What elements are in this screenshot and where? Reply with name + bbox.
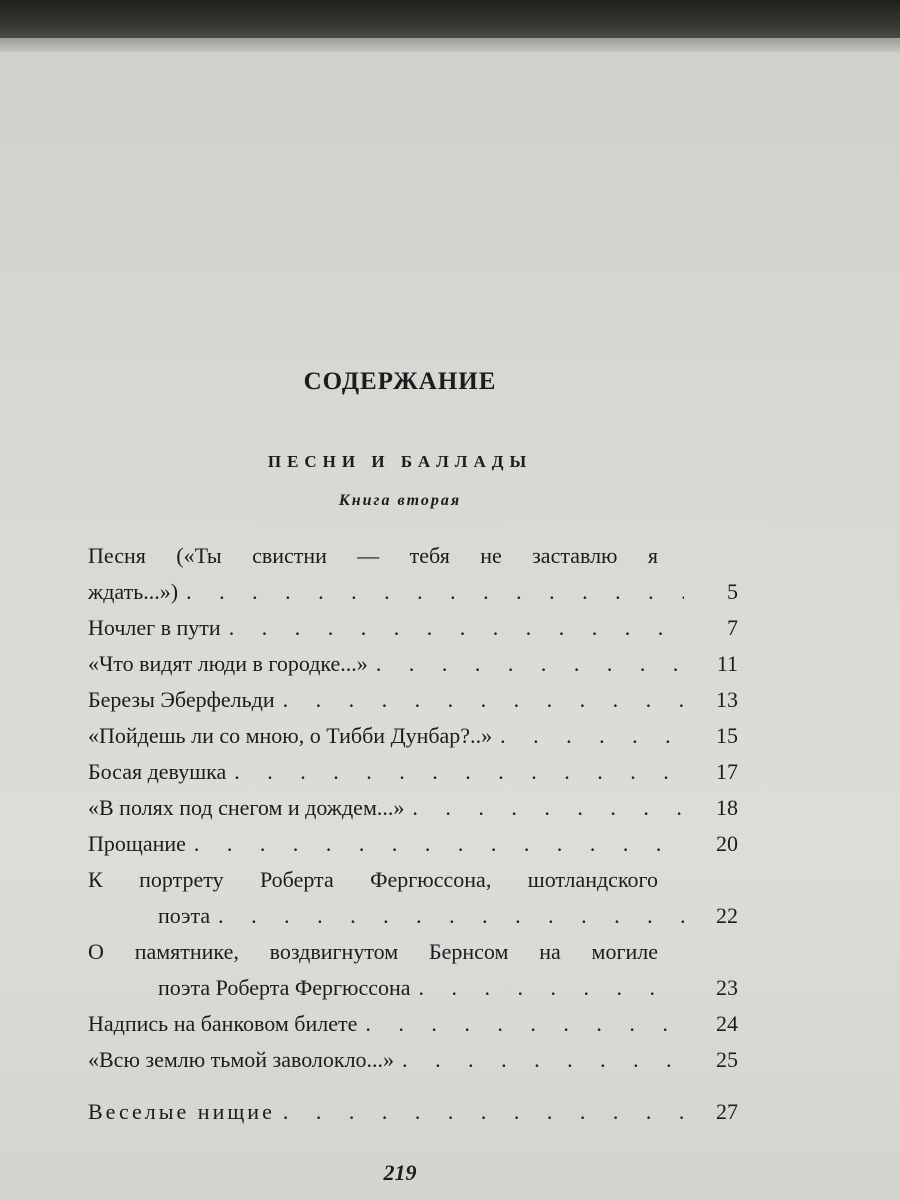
toc-entry-title: «Всю землю тьмой заволокло...»: [88, 1047, 395, 1072]
leader-dots: [186, 574, 684, 610]
toc-entry[interactable]: [88, 1094, 738, 1130]
subsection-title: Книга вторая: [338, 492, 462, 509]
toc-entry[interactable]: [88, 790, 738, 826]
toc-entry-title-line: К портрету Роберта Фергюссона, шотландского: [88, 867, 658, 892]
section-title: ПЕСНИ И БАЛЛАДЫ: [267, 452, 533, 471]
toc-entry-title: «Что видят люди в городке...»: [88, 651, 368, 676]
toc-entry-page: 18: [716, 795, 738, 820]
toc-entry-page: 5: [727, 579, 738, 604]
toc-entry-title: поэта Роберта Фергюссона: [158, 975, 411, 1000]
toc-entry[interactable]: [88, 646, 738, 682]
toc-entry-page: 22: [716, 903, 738, 928]
toc-entry-title: «В полях под снегом и дождем...»: [88, 795, 405, 820]
toc-entry-page: 20: [716, 831, 738, 856]
toc-entry-title-line: О памятнике, воздвигнутом Бернсом на могиле: [88, 939, 658, 964]
leader-dots: [402, 1042, 684, 1078]
toc-entry[interactable]: [88, 610, 738, 646]
toc-entry[interactable]: [88, 754, 738, 790]
toc-entry[interactable]: [88, 934, 738, 1006]
toc-entry-page: 15: [716, 723, 738, 748]
toc-entry[interactable]: [88, 718, 738, 754]
toc-entry-title: поэта: [158, 903, 211, 928]
toc-entry-page: 27: [716, 1099, 738, 1124]
toc-entry[interactable]: [88, 1006, 738, 1042]
leader-dots: [234, 754, 684, 790]
toc-entry-page: 13: [716, 687, 738, 712]
toc-entry-page: 24: [716, 1011, 738, 1036]
toc-entry-title: Прощание: [88, 831, 186, 856]
leader-dots: [283, 682, 684, 718]
toc-entry-page: 7: [727, 615, 738, 640]
toc-entry-page: 11: [716, 651, 738, 676]
leader-dots: [194, 826, 684, 862]
toc-entry-title: Веселые нищие: [88, 1099, 275, 1124]
leader-dots: [283, 1094, 684, 1130]
section-gap: [88, 1078, 738, 1094]
table-of-contents: [88, 538, 738, 1130]
toc-entry[interactable]: [88, 682, 738, 718]
page-edge: [0, 38, 900, 52]
leader-dots: [419, 970, 684, 1006]
toc-entry[interactable]: [88, 538, 738, 610]
leader-dots: [376, 646, 684, 682]
leader-dots: [412, 790, 684, 826]
toc-entry-title: Босая девушка: [88, 759, 227, 784]
toc-entry-title: Надпись на банковом билете: [88, 1011, 358, 1036]
toc-entry[interactable]: [88, 1042, 738, 1078]
toc-entry-page: 25: [716, 1047, 738, 1072]
leader-dots: [218, 898, 684, 934]
toc-entry-page: 17: [716, 759, 738, 784]
toc-entry-title: Ночлег в пути: [88, 615, 221, 640]
toc-entry[interactable]: [88, 826, 738, 862]
toc-entry-title-line: Песня («Ты свистни — тебя не заставлю я: [88, 543, 658, 568]
leader-dots: [229, 610, 684, 646]
leader-dots: [500, 718, 684, 754]
toc-entry-title: «Пойдешь ли со мною, о Тибби Дунбар?..»: [88, 723, 493, 748]
book-page: [0, 38, 900, 1200]
toc-entry[interactable]: [88, 862, 738, 934]
leader-dots: [365, 1006, 684, 1042]
contents-heading: СОДЕРЖАНИЕ: [303, 368, 497, 395]
toc-entry-title: ждать...»): [88, 579, 179, 604]
page-number: 219: [383, 1160, 417, 1185]
toc-entry-title: Березы Эберфельди: [88, 687, 275, 712]
toc-entry-page: 23: [716, 975, 738, 1000]
